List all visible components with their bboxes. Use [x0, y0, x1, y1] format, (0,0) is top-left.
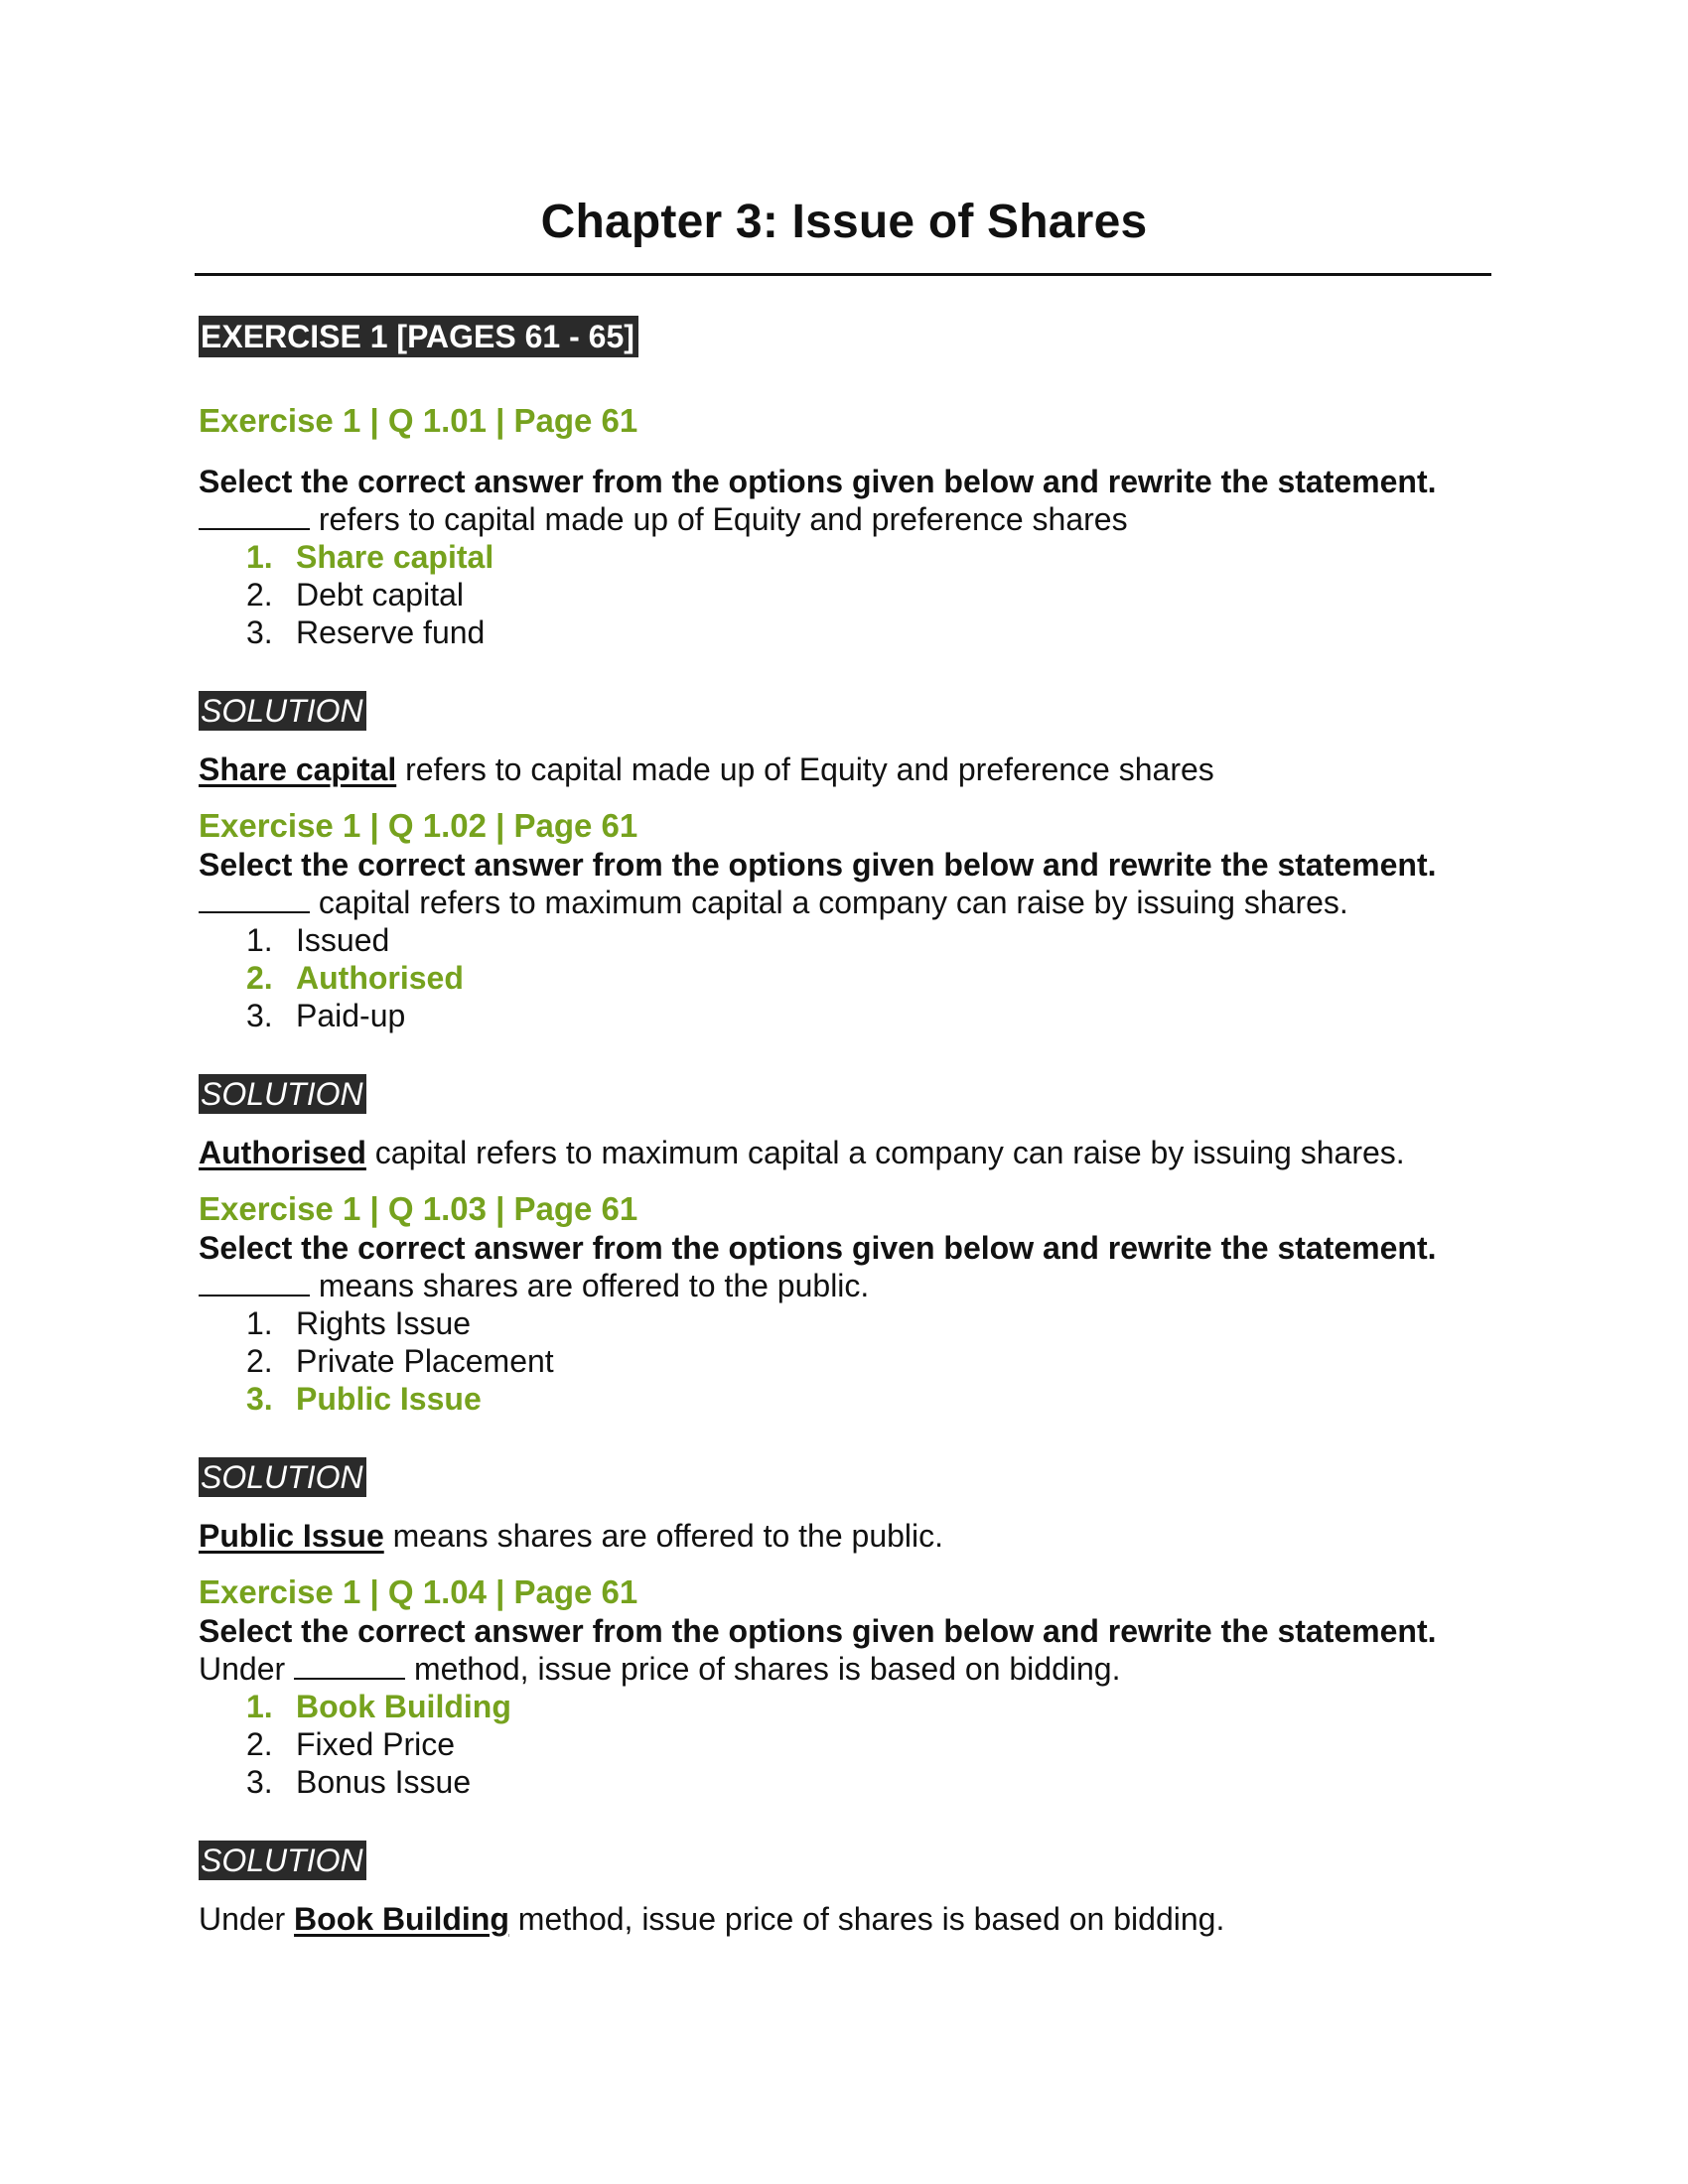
option-number: 1.	[246, 1305, 273, 1341]
statement-suffix: refers to capital made up of Equity and preference shares	[310, 501, 1128, 537]
question-list	[199, 401, 1509, 1938]
option-number: 3.	[246, 1381, 273, 1417]
solution-statement	[199, 1900, 1509, 1938]
answer-blank	[199, 1267, 310, 1297]
option-item-correct	[246, 1688, 1509, 1725]
question-heading: Exercise 1 | Q 1.02 | Page 61	[199, 807, 638, 844]
answer-blank	[199, 500, 310, 530]
question-instruction: Select the correct answer from the options given below and rewrite the statement.	[199, 847, 1437, 883]
option-list	[199, 921, 1509, 1034]
option-number: 2.	[246, 1726, 273, 1762]
answer-blank	[199, 884, 310, 913]
option-text: Bonus Issue	[296, 1764, 472, 1800]
statement-suffix: capital refers to maximum capital a company can raise by issuing shares.	[310, 885, 1348, 920]
option-text: Issued	[296, 922, 390, 958]
solution-answer: Public Issue	[199, 1518, 384, 1554]
option-item	[246, 1763, 1509, 1801]
option-item-correct	[246, 538, 1509, 576]
option-number: 3.	[246, 614, 273, 650]
question-statement	[199, 884, 1509, 921]
document-body	[199, 316, 1509, 1938]
option-item	[246, 997, 1509, 1034]
chapter-title: Chapter 3: Issue of Shares	[540, 196, 1148, 248]
solution-statement	[199, 1134, 1509, 1171]
solution-label: SOLUTION	[199, 1457, 366, 1497]
solution-answer: Book Building	[294, 1901, 509, 1937]
option-list	[199, 1688, 1509, 1801]
solution-tag-row	[199, 1801, 1509, 1880]
question-heading: Exercise 1 | Q 1.01 | Page 61	[199, 402, 638, 439]
solution-label: SOLUTION	[199, 691, 366, 731]
solution-suffix: method, issue price of shares is based on bidding.	[508, 1901, 1225, 1937]
question-block	[199, 1572, 1509, 1938]
solution-suffix: refers to capital made up of Equity and preference shares	[396, 751, 1214, 787]
option-number: 1.	[246, 539, 273, 575]
statement-prefix: Under	[199, 1651, 295, 1687]
option-item-correct	[246, 1380, 1509, 1418]
solution-statement	[199, 1517, 1509, 1555]
question-block	[199, 1189, 1509, 1555]
question-block	[199, 401, 1509, 788]
title-divider	[195, 273, 1491, 276]
option-text: Reserve fund	[296, 614, 486, 650]
solution-answer: Share capital	[199, 751, 397, 787]
option-item-correct	[246, 959, 1509, 997]
question-statement	[199, 500, 1509, 538]
option-item	[246, 576, 1509, 614]
option-number: 1.	[246, 922, 273, 958]
heading-spacer	[199, 441, 1509, 463]
solution-tag-row	[199, 1418, 1509, 1497]
option-number: 3.	[246, 1764, 273, 1800]
option-text: Book Building	[296, 1689, 511, 1724]
solution-statement	[199, 751, 1509, 788]
question-heading: Exercise 1 | Q 1.03 | Page 61	[199, 1190, 638, 1227]
option-text: Authorised	[296, 960, 464, 996]
question-statement	[199, 1267, 1509, 1304]
option-item	[246, 1725, 1509, 1763]
option-number: 3.	[246, 998, 273, 1033]
solution-prefix: Under	[199, 1901, 295, 1937]
option-text: Share capital	[296, 539, 494, 575]
question-instruction: Select the correct answer from the options given below and rewrite the statement.	[199, 464, 1437, 499]
option-item	[246, 1304, 1509, 1342]
option-number: 2.	[246, 1343, 273, 1379]
solution-tag-row	[199, 1034, 1509, 1114]
option-number: 2.	[246, 960, 273, 996]
option-item	[246, 1342, 1509, 1380]
statement-suffix: means shares are offered to the public.	[310, 1268, 870, 1303]
option-number: 1.	[246, 1689, 273, 1724]
option-text: Debt capital	[296, 577, 464, 613]
solution-suffix: capital refers to maximum capital a company can raise by issuing shares.	[365, 1135, 1405, 1170]
option-text: Public Issue	[296, 1381, 482, 1417]
option-list	[199, 538, 1509, 651]
option-item	[246, 614, 1509, 651]
option-list	[199, 1304, 1509, 1418]
option-item	[246, 921, 1509, 959]
solution-answer: Authorised	[199, 1135, 366, 1170]
option-text: Fixed Price	[296, 1726, 456, 1762]
option-text: Paid-up	[296, 998, 406, 1033]
option-text: Rights Issue	[296, 1305, 472, 1341]
solution-label: SOLUTION	[199, 1841, 366, 1880]
option-number: 2.	[246, 577, 273, 613]
exercise-banner: EXERCISE 1 [PAGES 61 - 65]	[199, 316, 638, 357]
solution-label: SOLUTION	[199, 1074, 366, 1114]
question-instruction: Select the correct answer from the options given below and rewrite the statement.	[199, 1230, 1437, 1266]
question-heading: Exercise 1 | Q 1.04 | Page 61	[199, 1573, 638, 1610]
question-statement	[199, 1650, 1509, 1688]
solution-tag-row	[199, 651, 1509, 731]
answer-blank	[294, 1650, 405, 1680]
question-instruction: Select the correct answer from the options given below and rewrite the statement.	[199, 1613, 1437, 1649]
question-block	[199, 806, 1509, 1171]
statement-suffix: method, issue price of shares is based on bidding.	[405, 1651, 1121, 1687]
option-text: Private Placement	[296, 1343, 554, 1379]
solution-suffix: means shares are offered to the public.	[383, 1518, 944, 1554]
